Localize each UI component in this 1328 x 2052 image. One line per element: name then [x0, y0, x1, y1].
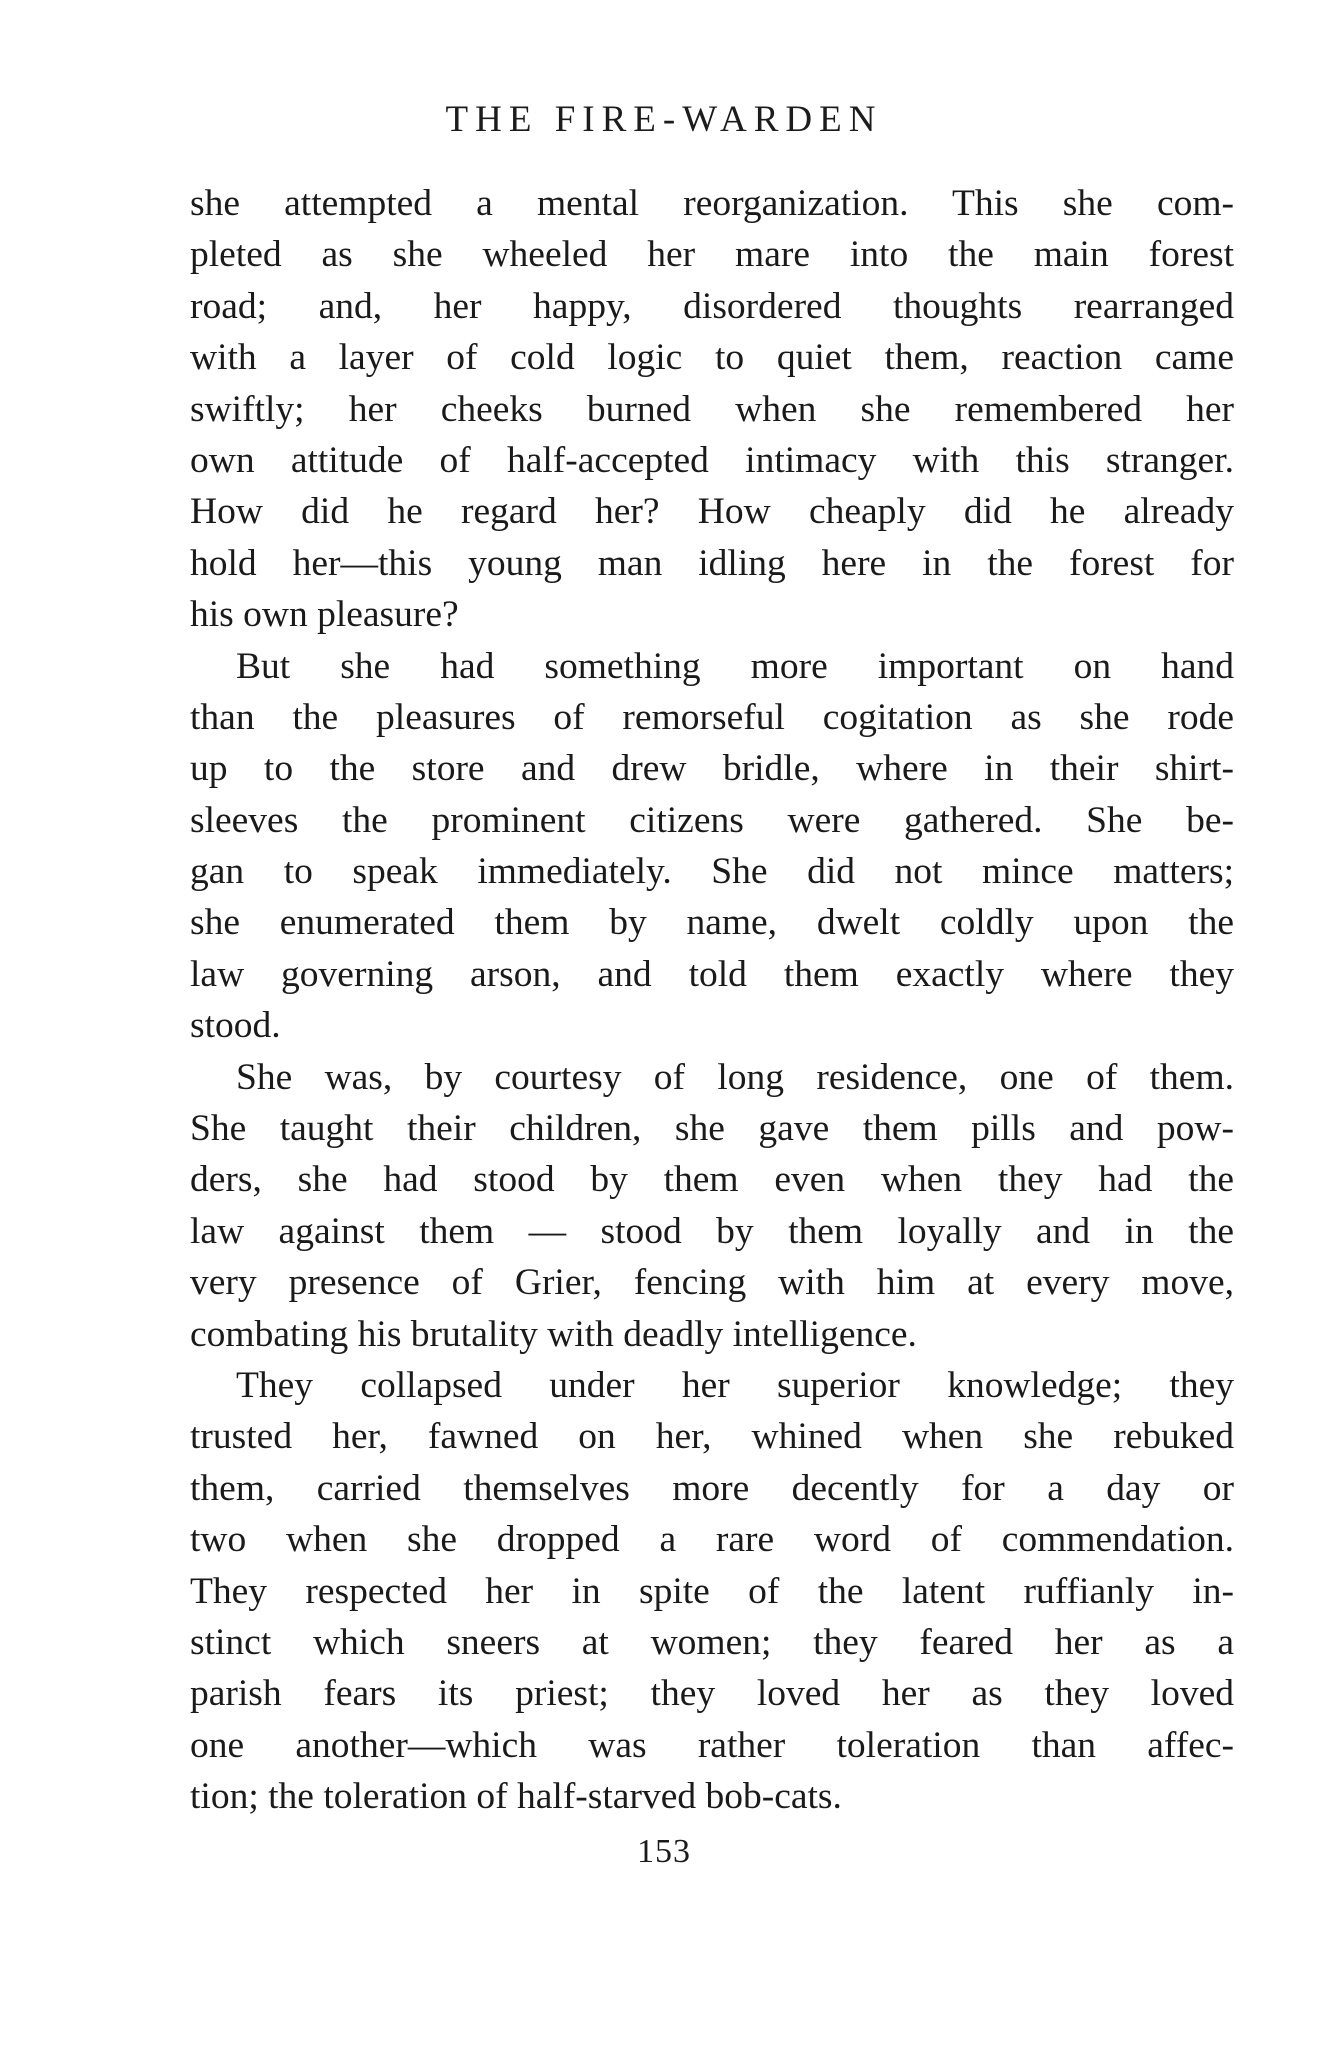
- text-line: stinct which sneers at women; they feared her as a: [190, 1621, 1234, 1663]
- text-line: than the pleasures of remorseful cogitation as she rode: [190, 696, 1234, 738]
- text-line: she enumerated them by name, dwelt coldly upon the: [190, 902, 1234, 944]
- text-line: law against them — stood by them loyally and in the: [190, 1210, 1234, 1252]
- text-line: up to the store and drew bridle, where in their shirt-: [190, 748, 1234, 790]
- text-line: swiftly; her cheeks burned when she remembered her: [190, 388, 1234, 430]
- body-text: [190, 178, 1234, 1823]
- text-line: them, carried themselves more decently for a day or: [190, 1467, 1234, 1509]
- text-line: gan to speak immediately. She did not mince matters;: [190, 851, 1234, 893]
- text-line: combating his brutality with deadly intelligence.: [190, 1313, 917, 1355]
- text-line: she attempted a mental reorganization. This she com-: [190, 183, 1234, 224]
- text-line: very presence of Grier, fencing with him at every move,: [190, 1262, 1234, 1304]
- running-head: THE FIRE-WARDEN: [445, 99, 883, 140]
- text-line: one another—which was rather toleration than affec-: [190, 1724, 1234, 1766]
- text-line: parish fears its priest; they loved her as they loved: [190, 1673, 1234, 1715]
- text-line: own attitude of half-accepted intimacy with this stranger.: [190, 439, 1234, 481]
- text-line: with a layer of cold logic to quiet them, reaction came: [190, 337, 1234, 379]
- paragraph-start-line: They collapsed under her superior knowledge; they: [236, 1364, 1234, 1406]
- text-line: sleeves the prominent citizens were gathered. She be-: [190, 799, 1234, 841]
- text-line: law governing arson, and told them exactly where they: [190, 953, 1234, 995]
- text-line: two when she dropped a rare word of commendation.: [190, 1519, 1234, 1561]
- paragraph-start-line: She was, by courtesy of long residence, one of them.: [236, 1056, 1234, 1098]
- text-line: road; and, her happy, disordered thoughts rearranged: [190, 285, 1234, 327]
- paragraph-start-line: But she had something more important on hand: [236, 645, 1234, 687]
- text-line: tion; the toleration of half-starved bob-cats.: [190, 1776, 842, 1818]
- text-line: ders, she had stood by them even when they had the: [190, 1159, 1234, 1201]
- page-number: 153: [637, 1833, 691, 1870]
- text-line: hold her—this young man idling here in the forest for: [190, 542, 1234, 584]
- text-line: She taught their children, she gave them pills and pow-: [190, 1108, 1234, 1150]
- text-line: his own pleasure?: [190, 594, 459, 636]
- text-line: pleted as she wheeled her mare into the main forest: [190, 234, 1234, 276]
- text-line: They respected her in spite of the latent ruffianly in-: [190, 1570, 1234, 1612]
- text-line: How did he regard her? How cheaply did he already: [190, 491, 1234, 533]
- text-line: stood.: [190, 1005, 281, 1047]
- text-line: trusted her, fawned on her, whined when she rebuked: [190, 1416, 1234, 1458]
